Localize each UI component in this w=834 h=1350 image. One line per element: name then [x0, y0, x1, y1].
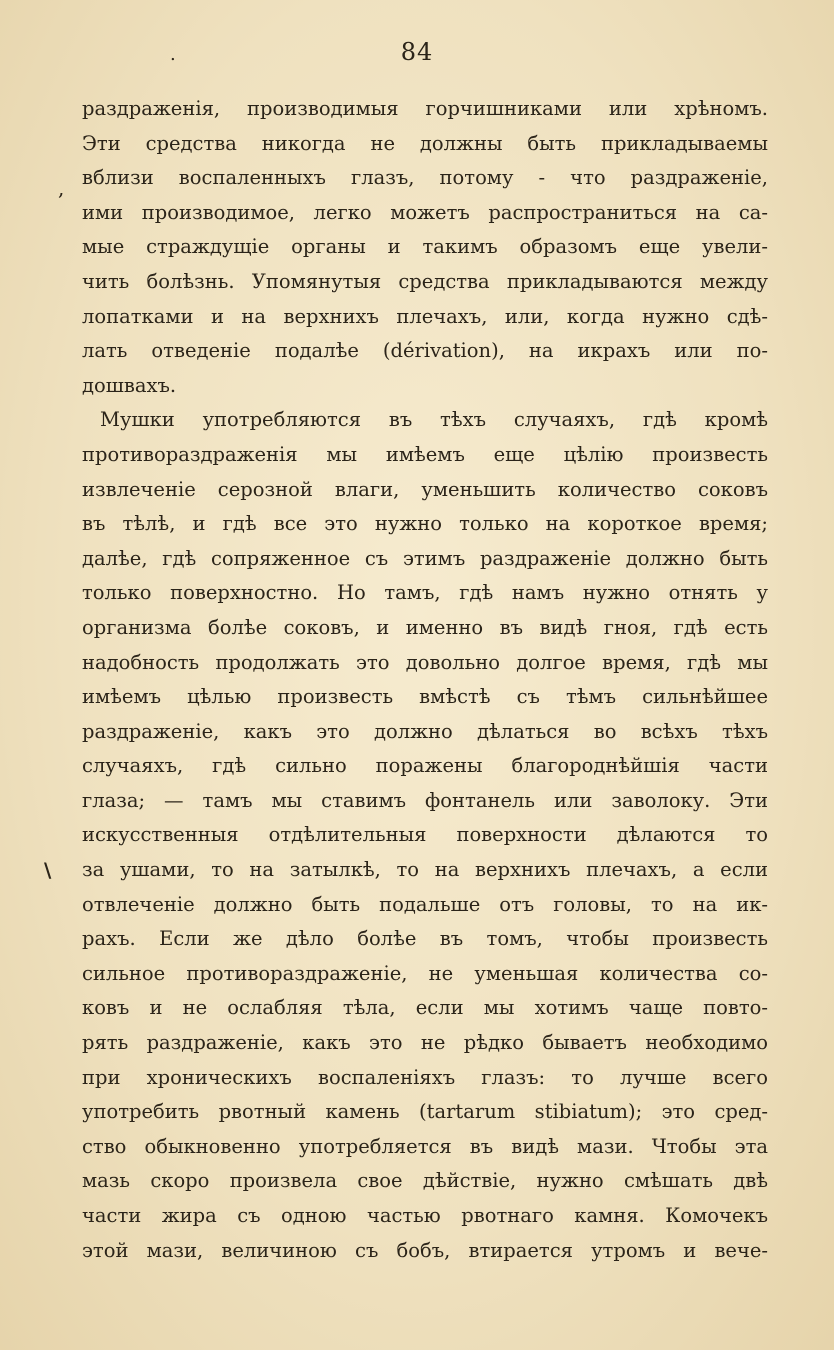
margin-mark: \: [44, 858, 52, 882]
text-line: организма болѣе соковъ, и именно въ видѣ гноя, гдѣ есть: [82, 615, 768, 639]
page-number: 84: [400, 38, 434, 66]
text-line: Эти средства никогда не должны быть прикладываемы: [82, 131, 768, 155]
text-line: раздраженія, производимыя горчишниками или хрѣномъ.: [82, 97, 768, 120]
text-line: искусственныя отдѣлительныя поверхности дѣлаются то: [82, 823, 768, 847]
text-line: лать отведеніе подалѣе (dérivation), на икрахъ или по-: [82, 339, 768, 363]
text-line: случаяхъ, гдѣ сильно поражены благороднѣйшія части: [82, 754, 768, 778]
text-line: отвлеченіе должно быть подальше отъ головы, то на ик-: [82, 892, 768, 916]
text-line: при хроническихъ воспаленіяхъ глазъ: то лучше всего: [82, 1065, 768, 1089]
text-line: части жира съ одною частью рвотнаго камня. Комочекъ: [82, 1204, 768, 1227]
text-line: мазь скоро произвела свое дѣйствіе, нужно смѣшать двѣ: [82, 1169, 768, 1193]
margin-mark: ,: [58, 176, 65, 200]
text-line: чить болѣзнь. Упомянутыя средства прикладываются между: [82, 269, 768, 293]
text-line: употребить рвотный камень (tartarum stibiatum); это сред-: [82, 1100, 768, 1124]
text-line: вблизи воспаленныхъ глазъ, потому - что раздраженіе,: [82, 166, 768, 190]
text-line: только поверхностно. Но тамъ, гдѣ намъ нужно отнять у: [82, 581, 768, 605]
text-line: дошвахъ.: [82, 373, 177, 397]
text-line: раздраженіе, какъ это должно дѣлаться во всѣхъ тѣхъ: [82, 719, 768, 743]
text-line: извлеченіе серозной влаги, уменьшить количество соковъ: [82, 477, 768, 501]
text-line: сильное противораздраженіе, не уменьшая количества со-: [82, 961, 768, 985]
text-line: ковъ и не ослабляя тѣла, если мы хотимъ чаще повто-: [82, 996, 768, 1020]
text-line: мые страждущіе органы и такимъ образомъ еще увели-: [82, 235, 768, 259]
text-line: рахъ. Если же дѣло болѣе въ томъ, чтобы произвесть: [82, 927, 768, 951]
paragraph-start-line: Мушки употребляются въ тѣхъ случаяхъ, гдѣ кромѣ: [100, 408, 768, 432]
text-line: противораздраженія мы имѣемъ еще цѣлію произвесть: [82, 442, 768, 466]
text-line: лопатками и на верхнихъ плечахъ, или, когда нужно сдѣ-: [82, 304, 768, 328]
text-line: рять раздраженіе, какъ это не рѣдко бываетъ необходимо: [82, 1031, 768, 1055]
text-line: имѣемъ цѣлью произвесть вмѣстѣ съ тѣмъ сильнѣйшее: [82, 685, 768, 709]
text-line: глаза; — тамъ мы ставимъ фонтанель или заволоку. Эти: [82, 788, 768, 812]
page-dot: .: [170, 44, 176, 65]
text-line: въ тѣлѣ, и гдѣ все это нужно только на короткое время;: [82, 512, 768, 536]
text-line: ство обыкновенно употребляется въ видѣ мази. Чтобы эта: [82, 1134, 768, 1158]
text-line: за ушами, то на затылкѣ, то на верхнихъ плечахъ, а если: [82, 858, 768, 882]
text-line: далѣе, гдѣ сопряженное съ этимъ раздраженіе должно быть: [82, 546, 768, 570]
text-line: надобность продолжать это довольно долгое время, гдѣ мы: [82, 650, 768, 674]
body-text: [82, 92, 768, 1268]
text-line: ими производимое, легко можетъ распространиться на са-: [82, 200, 768, 224]
text-line: этой мази, величиною съ бобъ, втирается утромъ и вече-: [82, 1238, 768, 1262]
